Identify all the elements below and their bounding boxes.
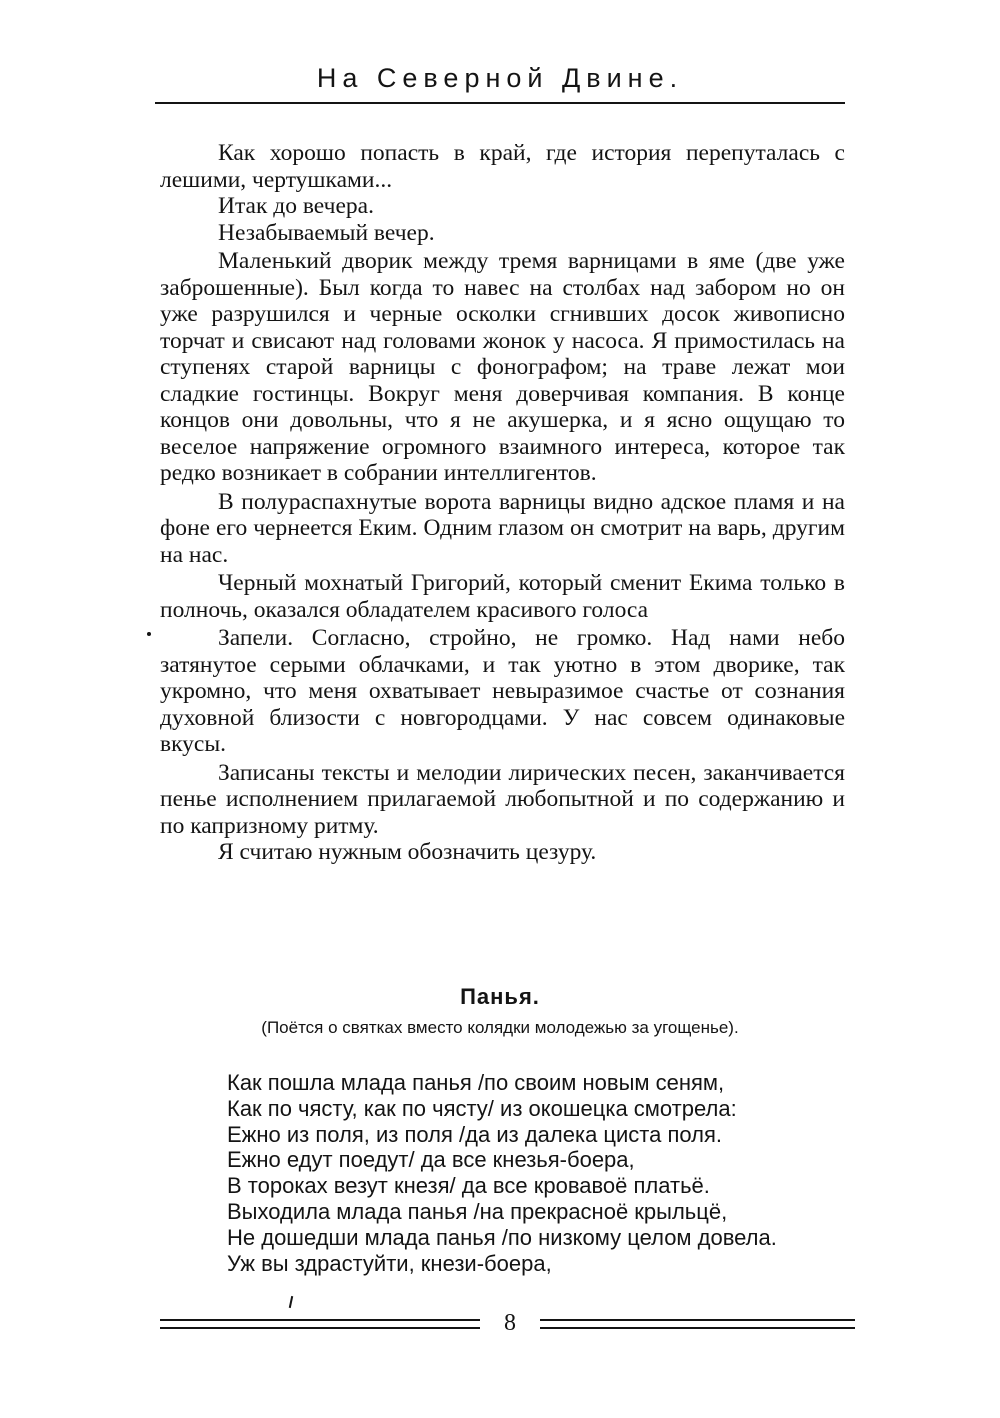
verse-line: Выходила млада панья /на прекрасноё крыльцё,: [227, 1198, 728, 1224]
paragraph: Запели. Согласно, стройно, не громко. Над нами небо затянутое серыми облачками, и так уютно в этом дворике, так укромно, что меня охватывает невыразимое счастье от сознания духовной близости с новгородцами. У нас совсем одинаковые вкусы.: [160, 625, 845, 757]
verse-line: Как по чясту, как по чясту/ из окошецка смотрела:: [227, 1095, 737, 1121]
header-rule: [155, 102, 845, 104]
paragraph: Черный мохнатый Григорий, который сменит Екима только в полночь, оказался обладателем красивого голоса: [160, 570, 845, 623]
running-head: На Северной Двине.: [316, 63, 684, 93]
footer-rule-left: [160, 1319, 480, 1329]
verse-line: В тороках везут кнезя/ да все кровавоё платьё.: [227, 1173, 710, 1199]
paragraph: Маленький дворик между тремя варницами в яме (две уже заброшенные). Был когда то навес на столбах над забором но он уже разрушился и черные осколки сгнивших досок живописно торчат и свисают над головами жонок у насоса. Я примостилась на ступенях старой варницы с фонографом; на траве лежат мои сладкие гостинцы. Вокруг меня доверчивая компания. В конце концов они довольны, что я не акушерка, и я ясно ощущаю то веселое напряжение огромного взаимного интереса, которое так редко возникает в собрании интеллигентов.: [160, 248, 845, 486]
paragraph: Как хорошо попасть в край, где история перепуталась с лешими, чертушками...: [160, 140, 845, 193]
song-subtitle: (Поётся о святках вместо колядки молодежью за угощенье).: [261, 1018, 739, 1037]
prose-body: [160, 140, 845, 866]
verse-line: Ежно едут поедут/ да все кнезья-боера,: [227, 1147, 635, 1173]
ink-speck: [147, 632, 151, 636]
page-number: 8: [504, 1310, 516, 1336]
paragraph: Незабываемый вечер.: [218, 219, 435, 246]
paragraph: В полураспахнутые ворота варницы видно адское пламя и на фоне его чернеется Еким. Одним глазом он смотрит на варь, другим на нас.: [160, 488, 845, 568]
verse-line: Как пошла млада панья /по своим новым сеням,: [227, 1070, 725, 1095]
paragraph: Итак до вечера.: [218, 193, 374, 219]
paragraph: Записаны тексты и мелодии лирических песен, заканчивается пенье исполнением прилагаемой любопытной и по содержанию и по капризному ритму.: [160, 759, 845, 839]
song-verse: [227, 1070, 867, 1276]
paragraph: Я считаю нужным обозначить цезуру.: [218, 839, 597, 865]
song-title: Панья.: [460, 984, 540, 1009]
ink-mark: [289, 1296, 293, 1308]
verse-line: Ежно из поля, из поля /да из далека циста поля.: [227, 1121, 723, 1147]
footer-rule-right: [540, 1319, 855, 1329]
verse-line: Не дошедши млада панья /по низкому целом довела.: [227, 1224, 777, 1250]
verse-line: Уж вы здрастуйти, кнези-боера,: [227, 1250, 552, 1276]
